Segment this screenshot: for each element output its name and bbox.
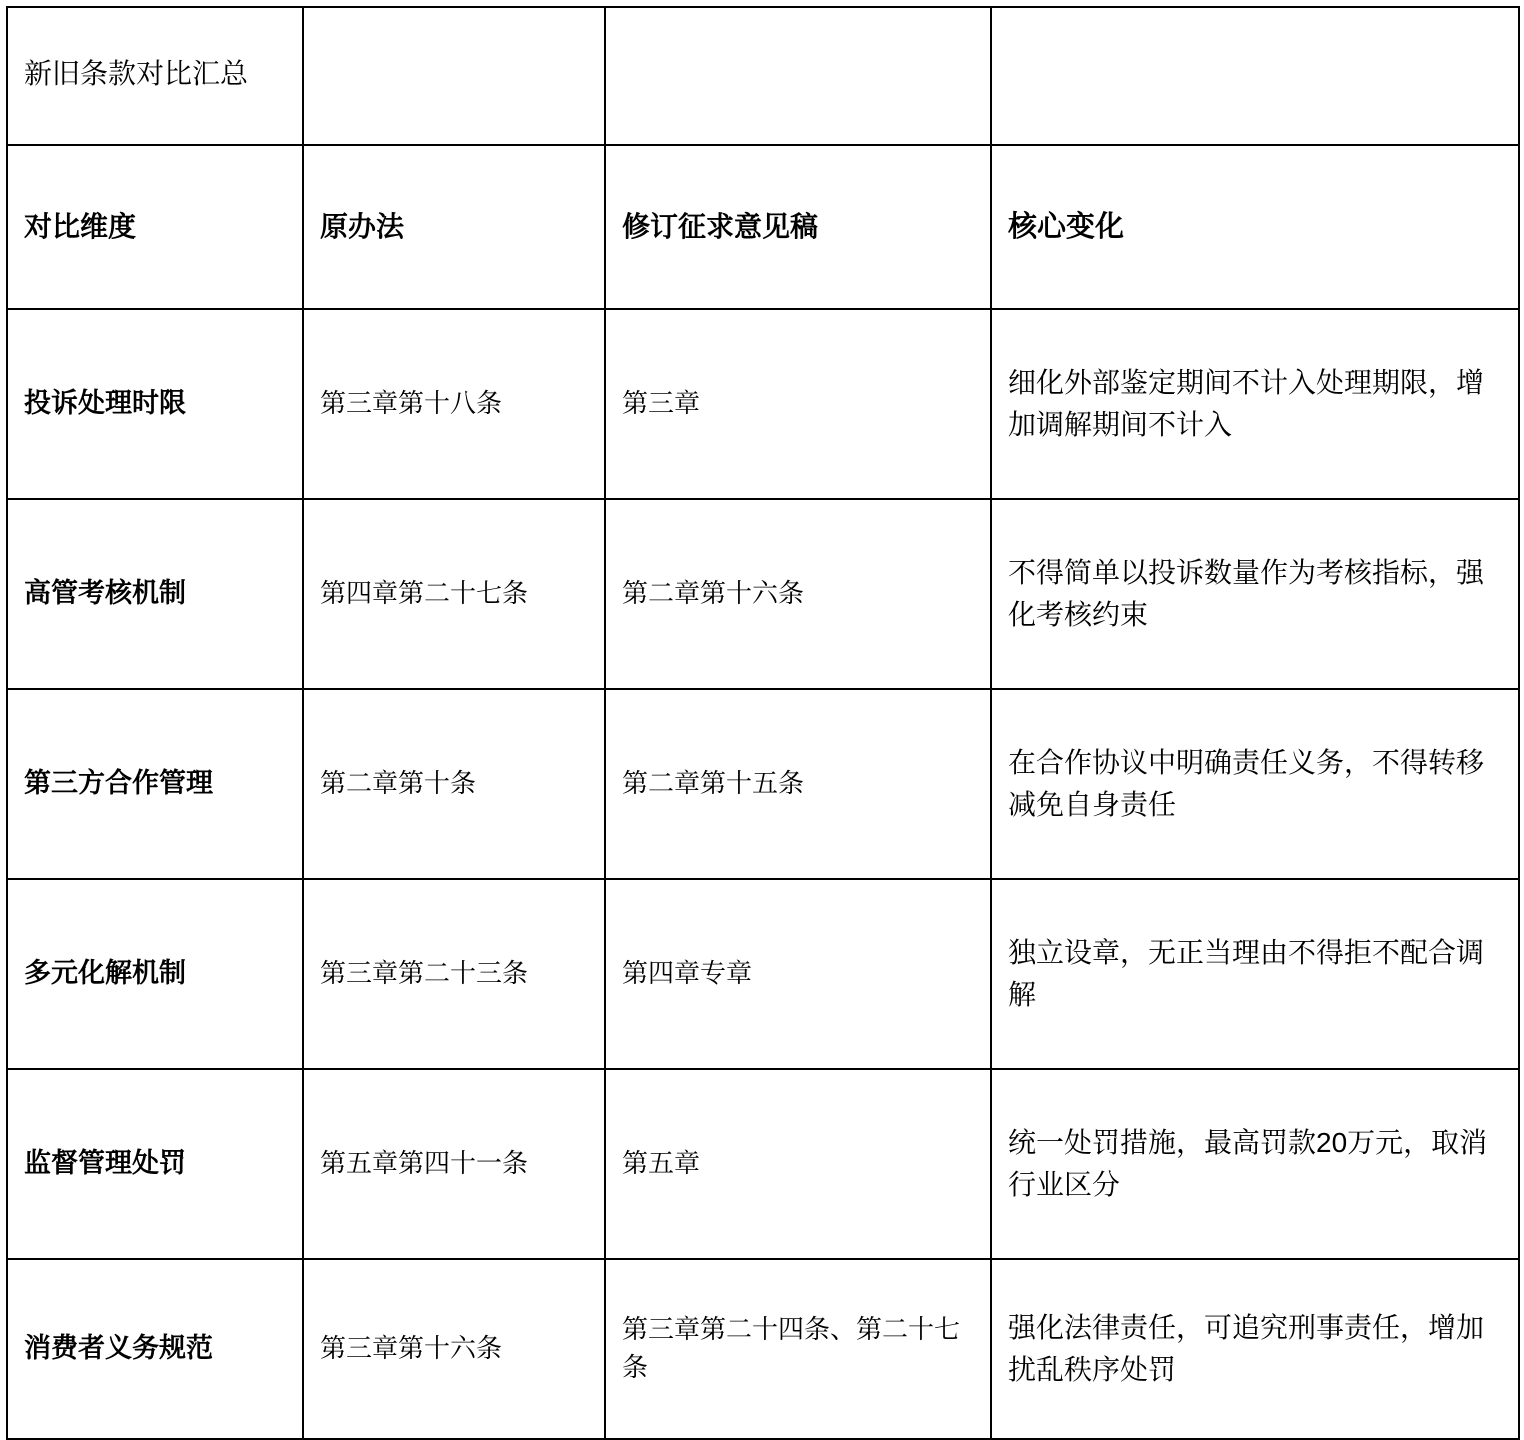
row-old: 第四章第二十七条 — [303, 499, 605, 689]
row-dimension: 多元化解机制 — [7, 879, 303, 1069]
row-dimension: 第三方合作管理 — [7, 689, 303, 879]
header-old: 原办法 — [303, 145, 605, 309]
row-change: 在合作协议中明确责任义务，不得转移减免自身责任 — [991, 689, 1519, 879]
document-title: 新旧条款对比汇总 — [7, 7, 303, 145]
table-row — [7, 879, 1519, 1069]
row-change: 不得简单以投诉数量作为考核指标，强化考核约束 — [991, 499, 1519, 689]
row-change: 强化法律责任，可追究刑事责任，增加扰乱秩序处罚 — [991, 1259, 1519, 1439]
title-row-spacer-1 — [303, 7, 605, 145]
header-change: 核心变化 — [991, 145, 1519, 309]
row-dimension: 投诉处理时限 — [7, 309, 303, 499]
row-new: 第三章第二十四条、第二十七条 — [605, 1259, 991, 1439]
table-title-row — [7, 7, 1519, 145]
row-new: 第四章专章 — [605, 879, 991, 1069]
row-new: 第二章第十五条 — [605, 689, 991, 879]
row-new: 第三章 — [605, 309, 991, 499]
table-row — [7, 499, 1519, 689]
table-row — [7, 689, 1519, 879]
row-change: 统一处罚措施，最高罚款20万元，取消行业区分 — [991, 1069, 1519, 1259]
row-old: 第三章第十六条 — [303, 1259, 605, 1439]
row-old: 第五章第四十一条 — [303, 1069, 605, 1259]
title-row-spacer-3 — [991, 7, 1519, 145]
row-dimension: 高管考核机制 — [7, 499, 303, 689]
row-old: 第三章第十八条 — [303, 309, 605, 499]
table-header-row — [7, 145, 1519, 309]
document-body — [0, 6, 1524, 1440]
table-row — [7, 309, 1519, 499]
row-old: 第三章第二十三条 — [303, 879, 605, 1069]
header-new: 修订征求意见稿 — [605, 145, 991, 309]
row-change: 独立设章，无正当理由不得拒不配合调解 — [991, 879, 1519, 1069]
table-row — [7, 1069, 1519, 1259]
row-dimension: 消费者义务规范 — [7, 1259, 303, 1439]
table-row — [7, 1259, 1519, 1439]
row-old: 第二章第十条 — [303, 689, 605, 879]
header-dimension: 对比维度 — [7, 145, 303, 309]
title-row-spacer-2 — [605, 7, 991, 145]
row-dimension: 监督管理处罚 — [7, 1069, 303, 1259]
row-new: 第五章 — [605, 1069, 991, 1259]
comparison-table — [6, 6, 1520, 1440]
row-new: 第二章第十六条 — [605, 499, 991, 689]
row-change: 细化外部鉴定期间不计入处理期限，增加调解期间不计入 — [991, 309, 1519, 499]
